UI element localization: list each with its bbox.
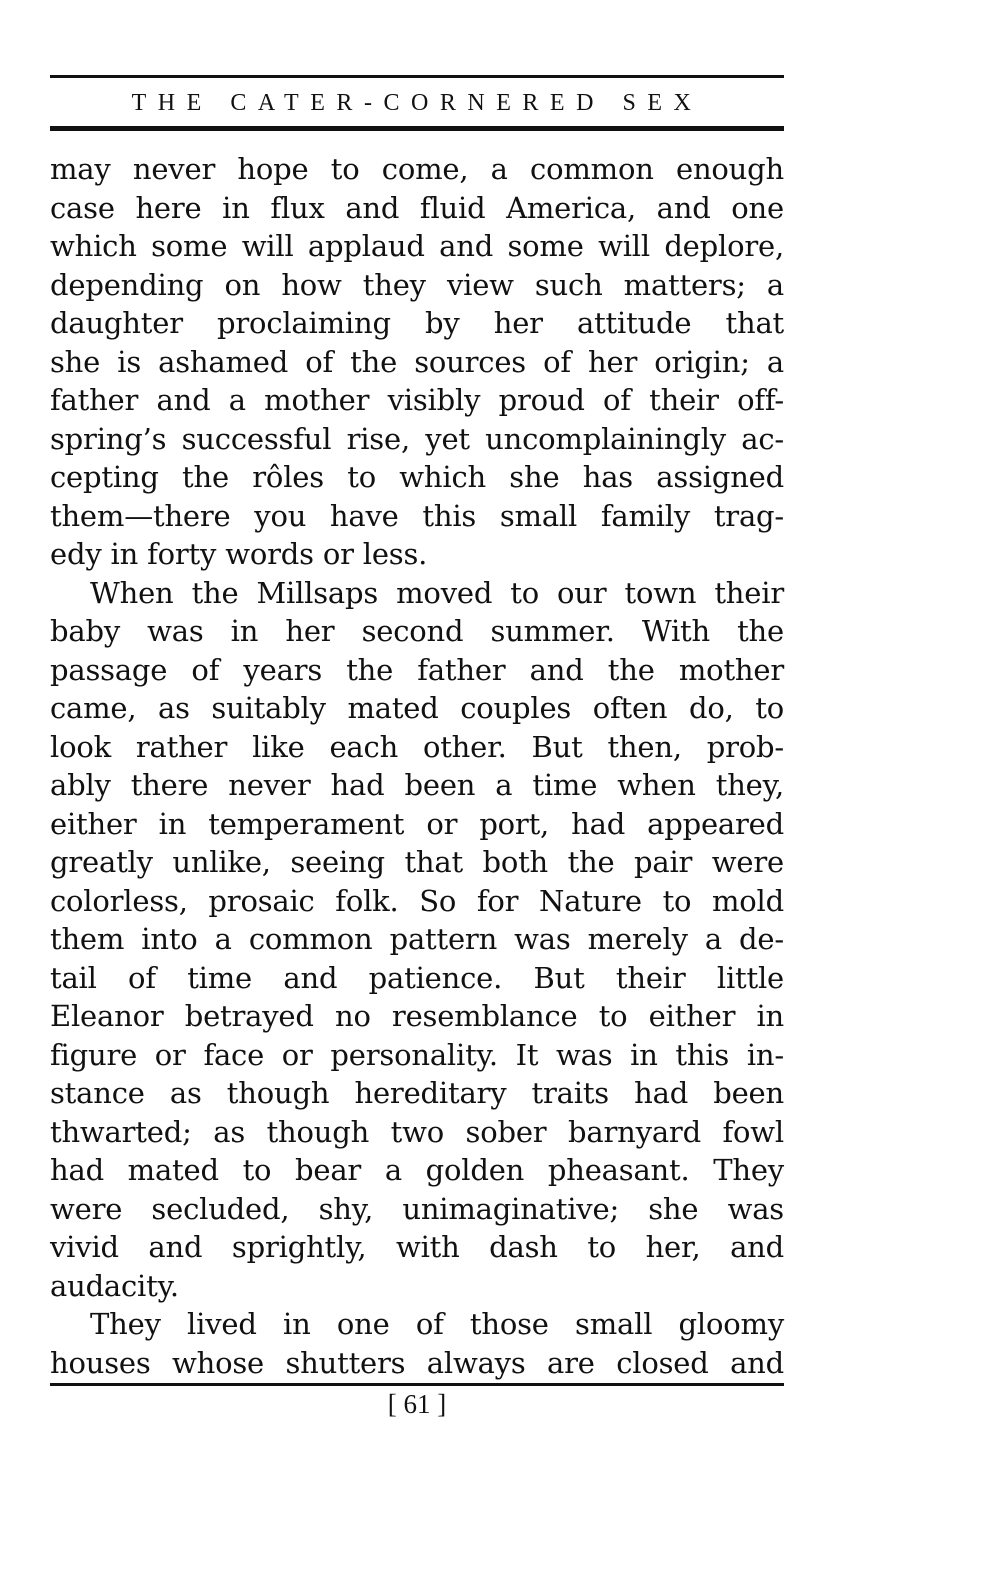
header-rule-top: [50, 75, 784, 78]
text-line: daughter proclaiming by her attitude that: [50, 306, 784, 340]
text-line: tail of time and patience. But their little: [50, 960, 784, 995]
page-number: [ 61 ]: [387, 1389, 447, 1419]
text-line: greatly unlike, seeing that both the pair were: [50, 845, 784, 879]
text-line: either in temperament or port, had appeared: [50, 806, 784, 841]
text-line: may never hope to come, a common enough: [50, 152, 784, 186]
body-text: [50, 150, 784, 1382]
text-line: which some will applaud and some will deplore,: [50, 229, 784, 263]
text-line: spring’s successful rise, yet uncomplainingly ac-: [50, 421, 784, 456]
text-line: look rather like each other. But then, prob-: [50, 729, 784, 764]
text-line: stance as though hereditary traits had been: [50, 1076, 784, 1110]
text-line: colorless, prosaic folk. So for Nature to mold: [50, 883, 784, 918]
text-line: audacity.: [50, 1268, 179, 1303]
text-line: case here in flux and fluid America, and one: [50, 190, 784, 225]
text-line: had mated to bear a golden pheasant. They: [50, 1153, 784, 1187]
text-line: baby was in her second summer. With the: [50, 614, 784, 648]
text-line: thwarted; as though two sober barnyard fowl: [50, 1114, 784, 1149]
running-head: THE CATER-CORNERED SEX: [131, 90, 703, 116]
text-line: depending on how they view such matters; a: [50, 267, 784, 302]
text-line: ably there never had been a time when they,: [50, 768, 784, 802]
text-line: came, as suitably mated couples often do, to: [50, 691, 784, 725]
text-line: father and a mother visibly proud of their off-: [50, 383, 784, 417]
text-line: edy in forty words or less.: [50, 537, 428, 571]
text-line: she is ashamed of the sources of her origin; a: [50, 344, 784, 379]
footer-rule: [50, 1383, 784, 1386]
paragraph-start-line: They lived in one of those small gloomy: [90, 1307, 784, 1341]
text-line: vivid and sprightly, with dash to her, and: [50, 1230, 784, 1264]
header-rule-bottom: [50, 126, 784, 131]
text-line: them into a common pattern was merely a de-: [50, 922, 784, 956]
text-line: them—there you have this small family trag-: [50, 498, 784, 533]
text-line: figure or face or personality. It was in this in-: [50, 1037, 784, 1072]
text-line: cepting the rôles to which she has assigned: [50, 460, 784, 494]
text-line: Eleanor betrayed no resemblance to either in: [50, 999, 784, 1033]
paragraph-start-line: When the Millsaps moved to our town their: [90, 575, 784, 610]
text-line: were secluded, shy, unimaginative; she was: [50, 1191, 784, 1226]
text-line: passage of years the father and the mother: [50, 652, 784, 687]
text-line: houses whose shutters always are closed and: [50, 1345, 784, 1380]
